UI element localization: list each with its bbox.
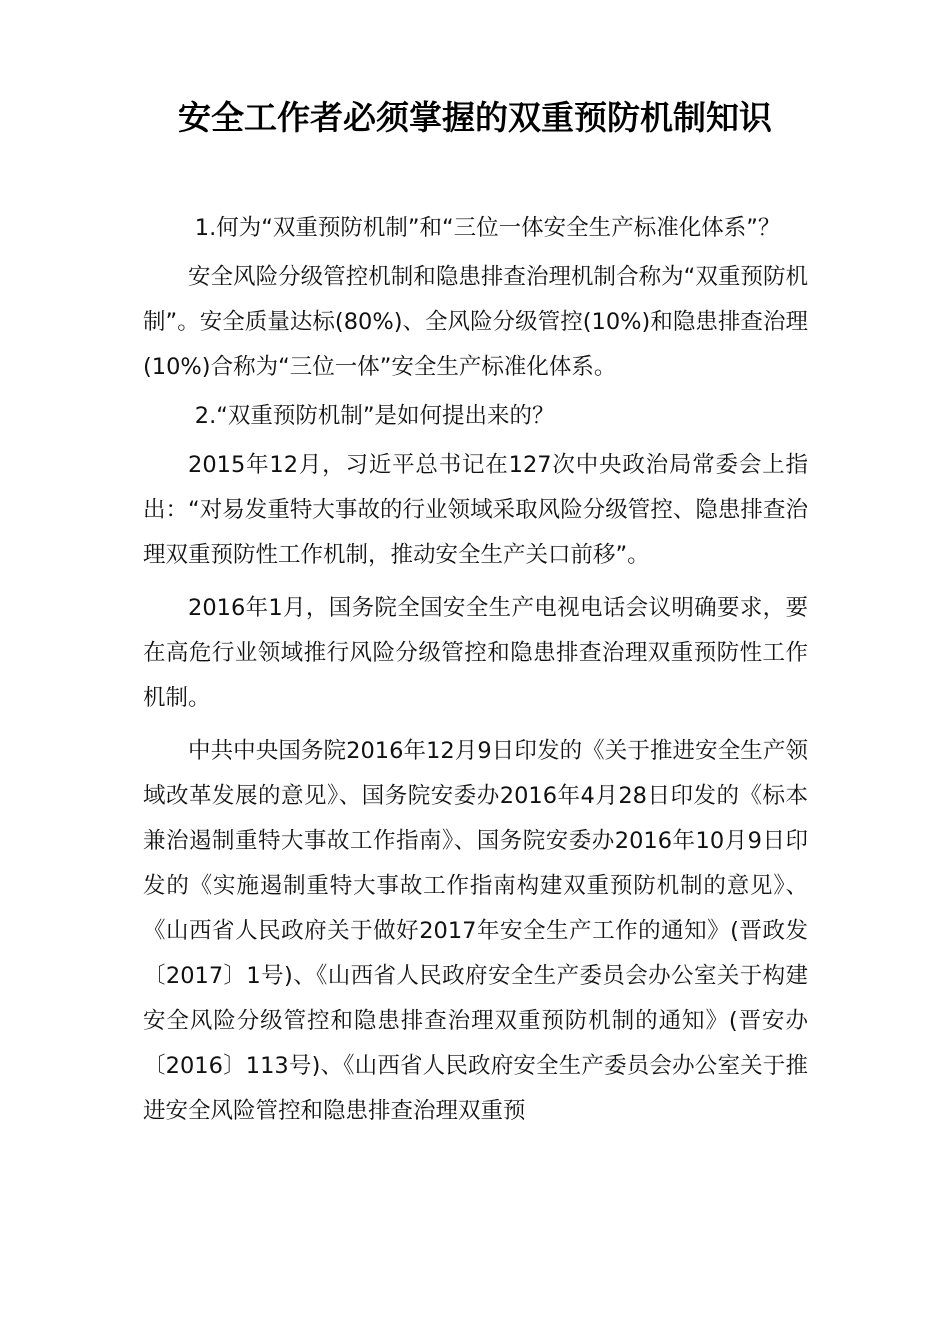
question-1: 1.何为“双重预防机制”和“三位一体安全生产标准化体系”？	[194, 215, 781, 241]
answer-2-paragraph-1: 2015年12月，习近平总书记在127次中央政治局常委会上指出：“对易发重特大事故的行业领域采取风险分级管控、隐患排查治理双重预防性工作机制，推动安全生产关口前移”。	[143, 452, 808, 568]
answer-2-paragraph-3: 中共中央国务院2016年12月9日印发的《关于推进安全生产领域改革发展的意见》、国务院安委办2016年4月28日印发的《标本兼治遏制重特大事故工作指南》、国务院安委办2016年10月9日印发的《实施遏制重特大事故工作指南构建双重预防机制的意见》、《山西省人民政府关于做好2017年安全生产工作的通知》(晋政发〔2017〕1号)、《山西省人民政府安全生产委员会办公室关于构建安全风险分级管控和隐患排查治理双重预防机制的通知》(晋安办〔2016〕113号)、《山西省人民政府安全生产委员会办公室关于推进安全风险管控和隐患排查治理双重预	[143, 738, 808, 1124]
answer-1: 安全风险分级管控机制和隐患排查治理机制合称为“双重预防机制”。安全质量达标(80%)、全风险分级管控(10%)和隐患排查治理(10%)合称为“三位一体”安全生产标准化体系。	[143, 264, 808, 380]
document-title: 安全工作者必须掌握的双重预防机制知识	[178, 98, 772, 137]
answer-2-paragraph-2: 2016年1月，国务院全国安全生产电视电话会议明确要求，要在高危行业领域推行风险分级管控和隐患排查治理双重预防性工作机制。	[143, 595, 808, 711]
question-2: 2.“双重预防机制”是如何提出来的？	[194, 403, 555, 429]
document-body	[143, 206, 808, 1134]
